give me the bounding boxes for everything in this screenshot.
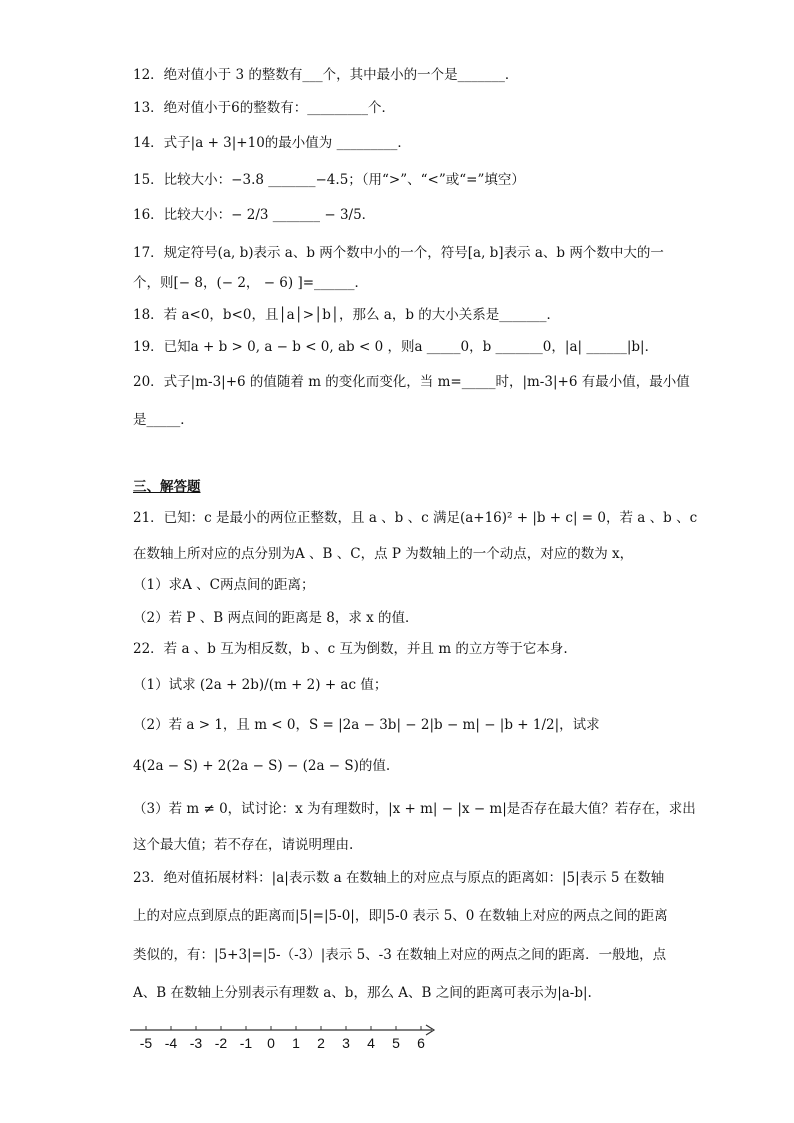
question-20-line-2: 是_____． <box>133 412 194 428</box>
question-21-part-2: （2）若 P 、B 两点间的距离是 8，求 x 的值． <box>133 610 419 626</box>
question-17-line-1: 17．规定符号(a, b)表示 a、b 两个数中小的一个，符号[a, b]表示 a、b 两个数中大的一 <box>133 245 664 261</box>
question-17-line-2: 个，则[− 8，(− 2， − 6) ]=______． <box>133 275 369 291</box>
question-22-part-3-line-2: 这个最大值；若不存在，请说明理由. <box>133 837 354 853</box>
number-line-tick-label: -4 <box>164 1035 178 1051</box>
number-line-tick-label: -1 <box>239 1035 253 1051</box>
section-heading: 三、解答题 <box>133 479 201 495</box>
question-16: 16．比较大小：− 2/3 _______ − 3/5． <box>133 207 376 223</box>
question-23-line-4: A、B 在数轴上分别表示有理数 a、b，那么 A、B 之间的距离可表示为|a-b|. <box>133 985 592 1001</box>
number-line <box>130 1018 440 1058</box>
question-22-part-3-line-1: （3）若 m ≠ 0，试讨论：x 为有理数时，|x + m| − |x − m|是否存在最大值？若存在，求出 <box>133 801 696 817</box>
question-23-line-3: 类似的，有：|5+3|=|5-（-3）|表示 5、-3 在数轴上对应的两点之间的距离．一般地，点 <box>133 947 667 963</box>
question-21-line-1: 21．已知：c 是最小的两位正整数，且 a 、b 、c 满足(a+16)² + |b + c| = 0，若 a 、b 、c <box>133 510 698 526</box>
number-line-tick-label: 2 <box>317 1035 325 1051</box>
number-line-tick-label: -5 <box>139 1035 153 1051</box>
number-line-tick-label: 4 <box>367 1035 375 1051</box>
number-line-svg <box>130 1018 440 1058</box>
number-line-tick-label: 0 <box>267 1035 275 1051</box>
question-20-line-1: 20．式子|m-3|+6 的值随着 m 的变化而变化，当 m=_____时，|m-3|+6 有最小值，最小值 <box>133 374 690 390</box>
question-22-line-1: 22．若 a 、b 互为相反数，b 、c 互为倒数，并且 m 的立方等于它本身. <box>133 641 568 657</box>
question-22-part-2: （2）若 a > 1，且 m < 0，S = |2a − 3b| − 2|b − m| − |b + 1/2|，试求 <box>133 717 600 733</box>
question-23-line-2: 上的对应点到原点的距离而|5|=|5-0|，即|5-0 表示 5、0 在数轴上对应的两点之间的距离 <box>133 908 668 924</box>
question-22-part-2-expression: 4(2a − S) + 2(2a − S) − (2a − S)的值. <box>133 758 391 774</box>
number-line-tick-label: 1 <box>292 1035 300 1051</box>
number-line-tick-label: -3 <box>189 1035 203 1051</box>
number-line-tick-label: -2 <box>214 1035 228 1051</box>
question-21-line-2: 在数轴上所对应的点分别为A 、B 、C，点 P 为数轴上的一个动点，对应的数为 x， <box>133 546 634 562</box>
number-line-tick-label: 3 <box>342 1035 350 1051</box>
question-14: 14．式子|a + 3|+10的最小值为 _________． <box>133 135 411 151</box>
question-13: 13．绝对值小于6的整数有：_________个． <box>133 100 396 116</box>
question-21-part-1: （1）求A 、C两点间的距离； <box>133 577 315 593</box>
question-18: 18．若 a<0，b<0，且│a│>│b│，那么 a，b 的大小关系是_______． <box>133 307 560 323</box>
question-15: 15．比较大小：−3.8 _______−4.5；（用“>”、“<”或“=”填空） <box>133 172 525 188</box>
number-line-tick-label: 6 <box>417 1035 425 1051</box>
number-line-tick-label: 5 <box>392 1035 400 1051</box>
question-23-line-1: 23．绝对值拓展材料：|a|表示数 a 在数轴上的对应点与原点的距离如：|5|表示 5 在数轴 <box>133 870 665 886</box>
question-12: 12．绝对值小于 3 的整数有___个，其中最小的一个是_______． <box>133 67 519 83</box>
question-19: 19．已知a + b > 0, a − b < 0, ab < 0 ，则a _____0，b _______0，|a| ______|b|． <box>133 339 659 355</box>
question-22-part-1: （1）试求 (2a + 2b)/(m + 2) + ac 值； <box>133 677 388 693</box>
